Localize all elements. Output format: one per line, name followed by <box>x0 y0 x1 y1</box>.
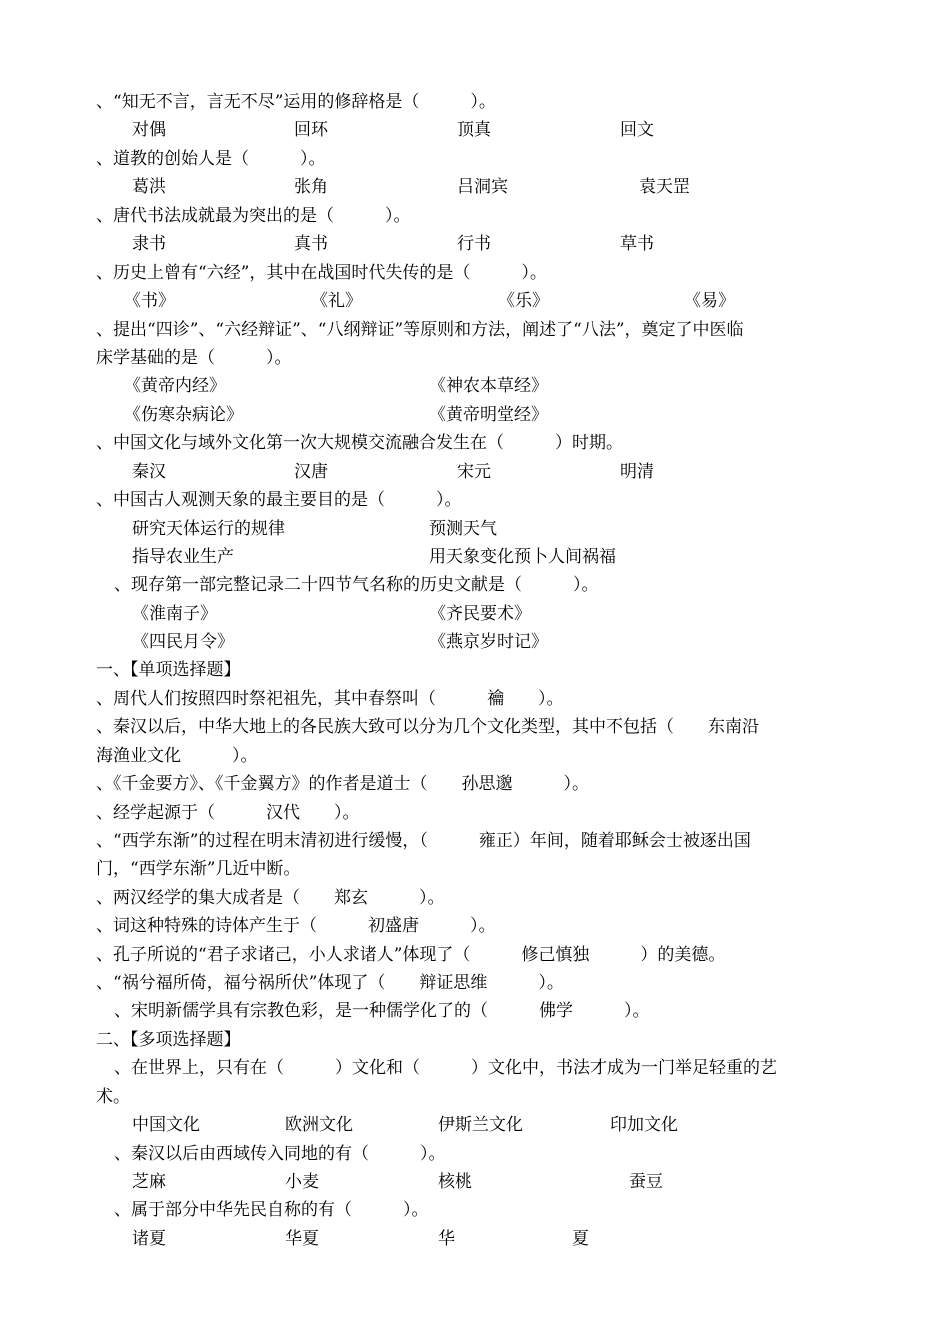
question-5-cont <box>0 344 950 372</box>
question-7-options-row1 <box>0 515 950 543</box>
option-c: 宋元 <box>457 462 491 482</box>
question-stem-line2: 床学基础的是（ ）。 <box>96 348 292 368</box>
option-b: 预测天气 <box>429 519 497 539</box>
question-7-options-row2 <box>0 543 950 571</box>
item-text: 、两汉经学的集大成者是（ 郑玄 ）。 <box>96 888 445 908</box>
option-b: 《神农本草经》 <box>429 376 548 396</box>
single-item-3 <box>0 770 950 798</box>
option-d: 《易》 <box>684 291 735 311</box>
option-b: 《礼》 <box>311 291 362 311</box>
option-a: 《书》 <box>124 291 175 311</box>
question-stem-line2: 术。 <box>96 1087 130 1107</box>
multi-question-1-cont <box>0 1083 950 1111</box>
question-stem: 、中国古人观测天象的最主要目的是（ ）。 <box>96 490 462 510</box>
multi-question-3 <box>0 1196 950 1224</box>
question-stem: 、“知无不言，言无不尽”运用的修辞格是（ ）。 <box>96 92 496 112</box>
item-text: 、周代人们按照四时祭祀祖先，其中春祭叫（ 禴 ）。 <box>96 689 564 709</box>
option-b: 真书 <box>294 234 328 254</box>
question-8 <box>0 571 950 599</box>
option-b: 汉唐 <box>294 462 328 482</box>
single-item-2 <box>0 713 950 741</box>
section-heading: 一、【单项选择题】 <box>96 660 241 680</box>
option-a: 对偶 <box>132 120 166 140</box>
option-c: 核桃 <box>438 1172 472 1192</box>
item-text: 、《千金要方》、《千金翼方》的作者是道士（ 孙思邈 ）。 <box>96 774 589 794</box>
item-text: 、宋明新儒学具有宗教色彩，是一种儒学化了的（ 佛学 ）。 <box>114 1001 650 1021</box>
option-d: 《黄帝明堂经》 <box>429 405 548 425</box>
option-a: 中国文化 <box>132 1115 200 1135</box>
option-a: 芝麻 <box>132 1172 166 1192</box>
question-stem: 、道教的创始人是（ ）。 <box>96 149 326 169</box>
question-stem-line1: 、提出“四诊”、“六经辩证”、“八纲辩证”等原则和方法，阐述了“八法”，奠定了中医临 <box>96 320 744 340</box>
option-a: 秦汉 <box>132 462 166 482</box>
multi-question-2 <box>0 1140 950 1168</box>
option-d: 夏 <box>572 1229 589 1249</box>
option-c: 华 <box>438 1229 455 1249</box>
single-item-10 <box>0 997 950 1025</box>
item-text: 门，“西学东渐”几近中断。 <box>96 859 301 879</box>
option-c: 指导农业生产 <box>132 547 234 567</box>
multi-question-1 <box>0 1054 950 1082</box>
single-item-2-cont <box>0 742 950 770</box>
option-a: 隶书 <box>132 234 166 254</box>
single-item-4 <box>0 799 950 827</box>
option-a: 《淮南子》 <box>132 604 217 624</box>
question-1 <box>0 88 950 116</box>
option-c: 《四民月令》 <box>132 632 234 652</box>
option-d: 《燕京岁时记》 <box>429 632 548 652</box>
option-c: 行书 <box>457 234 491 254</box>
question-4 <box>0 259 950 287</box>
question-stem: 、历史上曾有“六经”，其中在战国时代失传的是（ ）。 <box>96 263 547 283</box>
section-heading-multi-choice <box>0 1026 950 1054</box>
option-d: 回文 <box>620 120 654 140</box>
option-d: 草书 <box>620 234 654 254</box>
question-stem: 、唐代书法成就最为突出的是（ ）。 <box>96 206 411 226</box>
question-stem-line1: 、在世界上，只有在（ ）文化和（ ）文化中，书法才成为一门举足轻重的艺 <box>114 1058 777 1078</box>
section-heading-single-choice <box>0 656 950 684</box>
option-a: 《黄帝内经》 <box>124 376 226 396</box>
item-text: 、“西学东渐”的过程在明末清初进行缓慢，（ 雍正）年间，随着耶稣会士被逐出国 <box>96 831 751 851</box>
multi-question-1-options <box>0 1111 950 1139</box>
question-2-options <box>0 173 950 201</box>
option-a: 葛洪 <box>132 177 166 197</box>
option-b: 张角 <box>294 177 328 197</box>
single-item-9 <box>0 969 950 997</box>
option-d: 蚕豆 <box>629 1172 663 1192</box>
section-heading: 二、【多项选择题】 <box>96 1030 241 1050</box>
question-1-options <box>0 116 950 144</box>
option-b: 《齐民要术》 <box>429 604 531 624</box>
question-stem: 、现存第一部完整记录二十四节气名称的历史文献是（ ）。 <box>114 575 599 595</box>
option-c: 顶真 <box>457 120 491 140</box>
option-b: 欧洲文化 <box>285 1115 353 1135</box>
item-text: 、经学起源于（ 汉代 ）。 <box>96 803 360 823</box>
multi-question-2-options <box>0 1168 950 1196</box>
single-item-1 <box>0 685 950 713</box>
question-5-options-row2 <box>0 401 950 429</box>
question-5 <box>0 316 950 344</box>
option-c: 伊斯兰文化 <box>438 1115 523 1135</box>
item-text: 、秦汉以后，中华大地上的各民族大致可以分为几个文化类型，其中不包括（ 东南沿 <box>96 717 759 737</box>
option-c: 《伤寒杂病论》 <box>124 405 243 425</box>
question-stem: 、中国文化与域外文化第一次大规模交流融合发生在（ ）时期。 <box>96 433 623 453</box>
option-c: 《乐》 <box>498 291 549 311</box>
option-d: 用天象变化预卜人间祸福 <box>429 547 616 567</box>
question-8-options-row2 <box>0 628 950 656</box>
option-b: 华夏 <box>285 1229 319 1249</box>
option-a: 研究天体运行的规律 <box>132 519 285 539</box>
single-item-5 <box>0 827 950 855</box>
item-text: 、“祸兮福所倚，福兮祸所伏”体现了（ 辩证思维 ）。 <box>96 973 564 993</box>
option-c: 吕洞宾 <box>457 177 508 197</box>
question-6 <box>0 429 950 457</box>
single-item-8 <box>0 941 950 969</box>
question-2 <box>0 145 950 173</box>
option-b: 回环 <box>294 120 328 140</box>
option-d: 袁天罡 <box>639 177 690 197</box>
single-item-6 <box>0 884 950 912</box>
single-item-7 <box>0 912 950 940</box>
option-a: 诸夏 <box>132 1229 166 1249</box>
item-text: 、词这种特殊的诗体产生于（ 初盛唐 ）。 <box>96 916 496 936</box>
question-3-options <box>0 230 950 258</box>
question-8-options-row1 <box>0 600 950 628</box>
question-7 <box>0 486 950 514</box>
question-stem: 、秦汉以后由西域传入同地的有（ ）。 <box>114 1144 446 1164</box>
question-5-options-row1 <box>0 372 950 400</box>
option-d: 印加文化 <box>610 1115 678 1135</box>
option-b: 小麦 <box>285 1172 319 1192</box>
option-d: 明清 <box>620 462 654 482</box>
question-stem: 、属于部分中华先民自称的有（ ）。 <box>114 1200 429 1220</box>
item-text: 海渔业文化 ）。 <box>96 746 258 766</box>
question-3 <box>0 202 950 230</box>
question-4-options <box>0 287 950 315</box>
single-item-5-cont <box>0 855 950 883</box>
item-text: 、孔子所说的“君子求诸己，小人求诸人”体现了（ 修己慎独 ）的美德。 <box>96 945 726 965</box>
multi-question-3-options <box>0 1225 950 1253</box>
question-6-options <box>0 458 950 486</box>
